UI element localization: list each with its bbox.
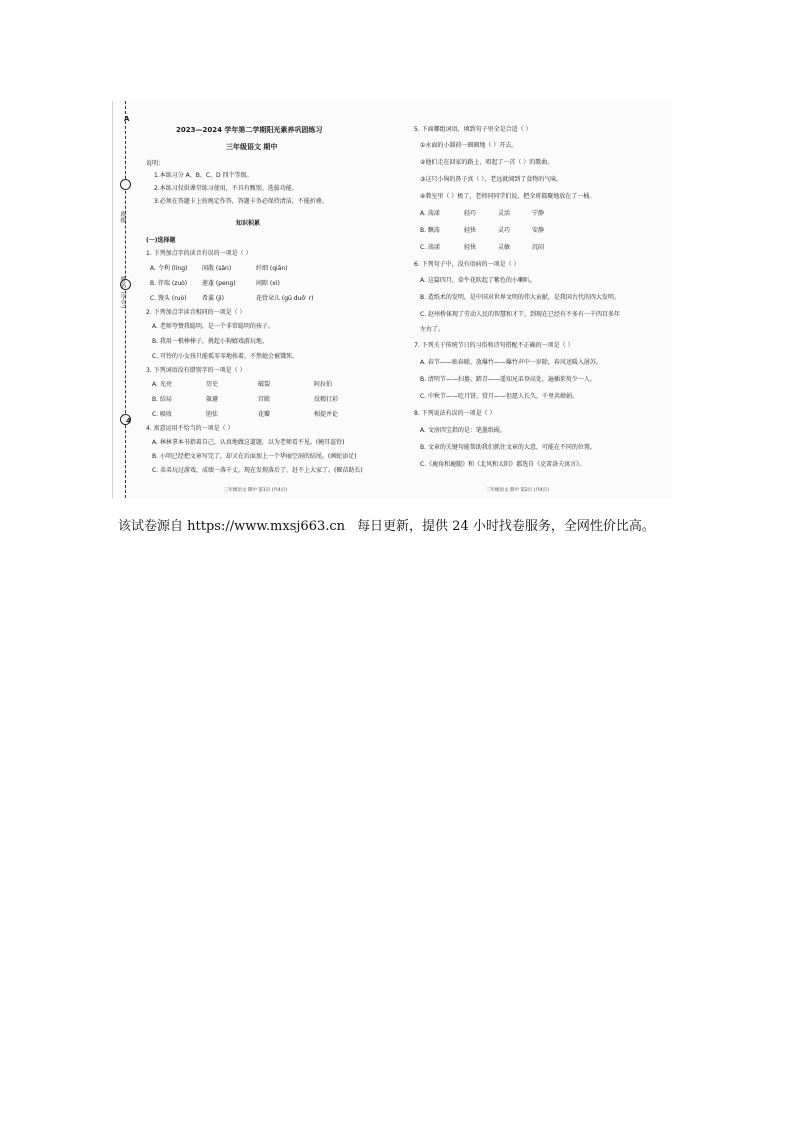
page-title: 2023—2024 学年第二学期阳光素养巩固练习 [176,126,323,134]
question-stem: 7. 下列关于传统节日的习俗和诗句搭配不正确的一项是（ ） [414,342,574,349]
binding-hole [120,179,131,190]
option-cell: 没精打彩 [314,396,339,403]
option-line: B. 小明已经把文章写完了，却又在后面加上一个华丽空洞的结尾。(画蛇添足) [152,453,357,460]
page-subtitle: 三年级语文 期中 [226,143,278,151]
option-line: C. 可怜的小女孩只能孤零零地挨着，不然她会被饿死。 [152,353,299,360]
question-stem: 3. 下列词语没有错别字的一项是（ ） [146,367,246,374]
binding-margin [112,101,138,498]
note-item: 2.本练习仅供课堂练习使用，不具有甄别、选拔功能。 [154,185,298,192]
margin-mark: 4 [126,417,131,425]
option-line: 左右了。 [420,326,445,333]
sentence-line: ②他们走在回家的路上，唱起了一首（ ）的歌曲。 [420,159,554,166]
option-cell: B. 飘荡 [420,227,440,234]
option-cell: 间隙 (xì) [256,280,280,287]
sentence-line: ①永面的小圆荷一圈圈地（ ）开去。 [420,142,518,149]
option-cell: 灵敏 [498,244,511,251]
option-line: A. 林林拿本书指着自己，认真地做这道题，以为老师看不见。(掩耳盗铃) [152,439,345,446]
option-line: B. 我用一根棒棒子，挑起小狗嬉戏游玩地。 [152,338,268,345]
option-cell: 宁静 [532,210,545,217]
source-notice [118,515,667,534]
option-cell: C. 吸收 [152,411,173,418]
option-line: A. 这篇四月，牵牛花吹起了紫色的小喇叭。 [420,277,536,284]
page-footer: 三年级语文 期中 第1页 (共4页) [224,488,288,493]
option-cell: 相提并论 [314,411,339,418]
option-cell: 希翼 (jì) [202,295,224,302]
option-cell: C. 荡漾 [420,244,441,251]
option-cell: 花骨朵儿 (gū duǒ' r) [256,295,314,302]
service-notice: 每日更新，提供 24 小时找卷服务，全网性价比高。 [357,519,655,534]
option-line: C. 赵州桥体现了劳动人民的智慧和才干，到现在已经有不多有一千四百多年 [420,311,621,318]
option-cell: A. 荡漾 [420,210,440,217]
sentence-line: ④教室里（ ）极了，老师同同学们说，把全班都聚地放在了一桶。 [420,193,596,200]
option-line: B. 造纸术的发明，是中国对世界文明的伟大贡献，是我国古代的四大发明。 [420,294,620,301]
option-cell: 莲蓬 (peng) [202,280,236,287]
source-link[interactable]: 该试卷源自 https://www.mxsj663.cn [118,519,346,534]
option-cell: 纤细 (qiān) [256,265,288,272]
name-label: 姓名（学号） [119,276,126,312]
option-cell: 破裂 [258,381,271,388]
section-heading: (一)选择题 [146,237,176,244]
class-label: 班级 [119,211,126,223]
option-cell: 灵活 [498,210,511,217]
notes-label: 说明： [146,160,165,167]
page-footer: 三年级语文 期中 第2页 (共4页) [486,488,550,493]
option-line: A. 老师夸赞我聪明，是一个非常聪明的孩子。 [152,323,274,330]
option-cell: 轻快 [464,244,477,251]
note-item: 3.必须在答题卡上按规定作答，答题卡务必保持清洁，不能折叠。 [154,198,328,205]
question-stem: 4. 寓意运用不恰当的一项是（ ） [146,425,234,432]
sentence-line: ③这只小狗的鼻子真（ ），老远就闻到了食物的气味。 [420,176,563,183]
option-cell: B. 结局 [152,396,172,403]
option-cell: C. 馒头 (ruò) [150,295,187,302]
option-line: B. 文章的关键句能帮助我们抓住文章的大意，可能在不同的位置。 [420,444,596,451]
left-page [146,120,396,495]
option-cell: 阿拉伯 [314,381,333,388]
question-stem: 6. 下列句子中，没有语病的一项是（ ） [414,261,520,268]
note-item: 1.本练习分 A、B、C、D 四个等级。 [154,172,253,179]
question-stem: 2. 下列加点字读音相同的一项是（ ） [146,309,246,316]
question-stem: 8. 下列说法有误的一项是（ ） [414,410,496,417]
margin-mark: A [124,115,130,123]
option-cell: 灵巧 [498,227,511,234]
option-cell: 闲散 (sǎn) [202,265,232,272]
option-line: C.《鹿角和鹿腿》和《北风和太阳》都选自《克雷洛夫寓言》。 [420,461,586,468]
option-cell: 花瓣 [258,411,271,418]
option-cell: 沉闷 [532,244,545,251]
option-cell: A. 光亮 [152,381,172,388]
option-cell: 历史 [206,381,219,388]
option-line: C. 中秋节——吃月饼、赏月——但愿人长久，千里共婵娟。 [420,393,579,400]
option-cell: 安静 [532,227,545,234]
section-title: 知识积累 [236,220,261,227]
right-page [414,120,670,495]
question-stem: 5. 下面哪组词语，填到句子里全是合适（ ） [414,126,532,133]
option-cell: 胆怯 [206,411,219,418]
option-line: A. 文房四宝指的是：笔墨纸砚。 [420,427,506,434]
option-line: A. 春节——贴春联、放爆竹——爆竹声中一岁除，春风送暖入屠苏。 [420,359,602,366]
option-cell: 轻巧 [464,210,477,217]
option-cell: 轻快 [464,227,477,234]
option-cell: B. 伴瑞 (zuò) [150,280,188,287]
option-cell: 躲避 [206,396,219,403]
option-cell: 宫殿 [258,396,271,403]
option-line: C. 弟弟玩过游戏，成绩一落千丈，现在发现落后了，赶不上大家了。(揠苗助长) [152,467,363,474]
question-stem: 1. 下列加点字的读音有误的一项是（ ） [146,250,252,257]
option-line: B. 清明节——扫墓、踏青——遥知兄弟登高处，遍插茱萸少一人。 [420,376,596,383]
option-cell: A. 令利 (lìng) [150,265,188,272]
